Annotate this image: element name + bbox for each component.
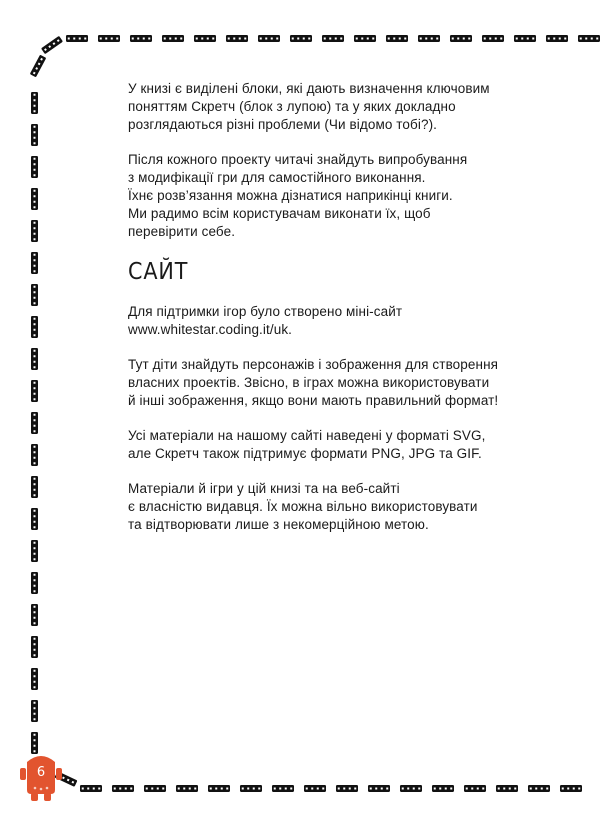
page-content [128,80,499,551]
text-line: але Скретч також підтримує формати PNG, JPG та GIF. [128,446,482,461]
site-url: www.whitestar.coding.it/uk. [128,322,293,337]
site-paragraph-4 [128,480,488,534]
text-line: У книзі є виділені блоки, які дають визначення ключовим [128,81,490,96]
intro-paragraph-2 [128,151,488,241]
text-line: Усі матеріали на нашому сайті наведені у форматі SVG, [128,428,486,443]
intro-paragraph-1 [128,80,488,134]
site-paragraph-2 [128,356,499,410]
text-line: є власністю видавця. Їх можна вільно використовувати [128,499,478,514]
site-paragraph-1 [128,303,488,339]
text-line: й інші зображення, якщо вони мають правильний формат! [128,393,499,408]
text-line: розглядаються різні проблеми (Чи відомо тобі?). [128,117,438,132]
text-line: Їхнє розв’язання можна дізнатися наприкінці книги. [128,188,453,203]
page-number: 6 [36,765,46,780]
text-line: перевірити себе. [128,224,236,239]
text-line: поняттям Скретч (блок з лупою) та у яких докладно [128,99,456,114]
text-line: та відтворювати лише з некомерційною метою. [128,517,429,532]
site-paragraph-3 [128,427,488,463]
text-line: Матеріали й ігри у цій книзі та на веб-сайті [128,481,400,496]
text-line: власних проектів. Звісно, в іграх можна використовувати [128,375,490,390]
text-line: Тут діти знайдуть персонажів і зображення для створення [128,357,499,372]
text-line: з модифікації гри для самостійного виконання. [128,170,426,185]
text-line: Ми радимо всім користувачам виконати їх, щоб [128,206,431,221]
text-line: Для підтримки ігор було створено міні-сайт [128,304,403,319]
section-heading-site: САЙТ [128,259,189,285]
text-line: Після кожного проекту читачі знайдуть випробування [128,152,468,167]
